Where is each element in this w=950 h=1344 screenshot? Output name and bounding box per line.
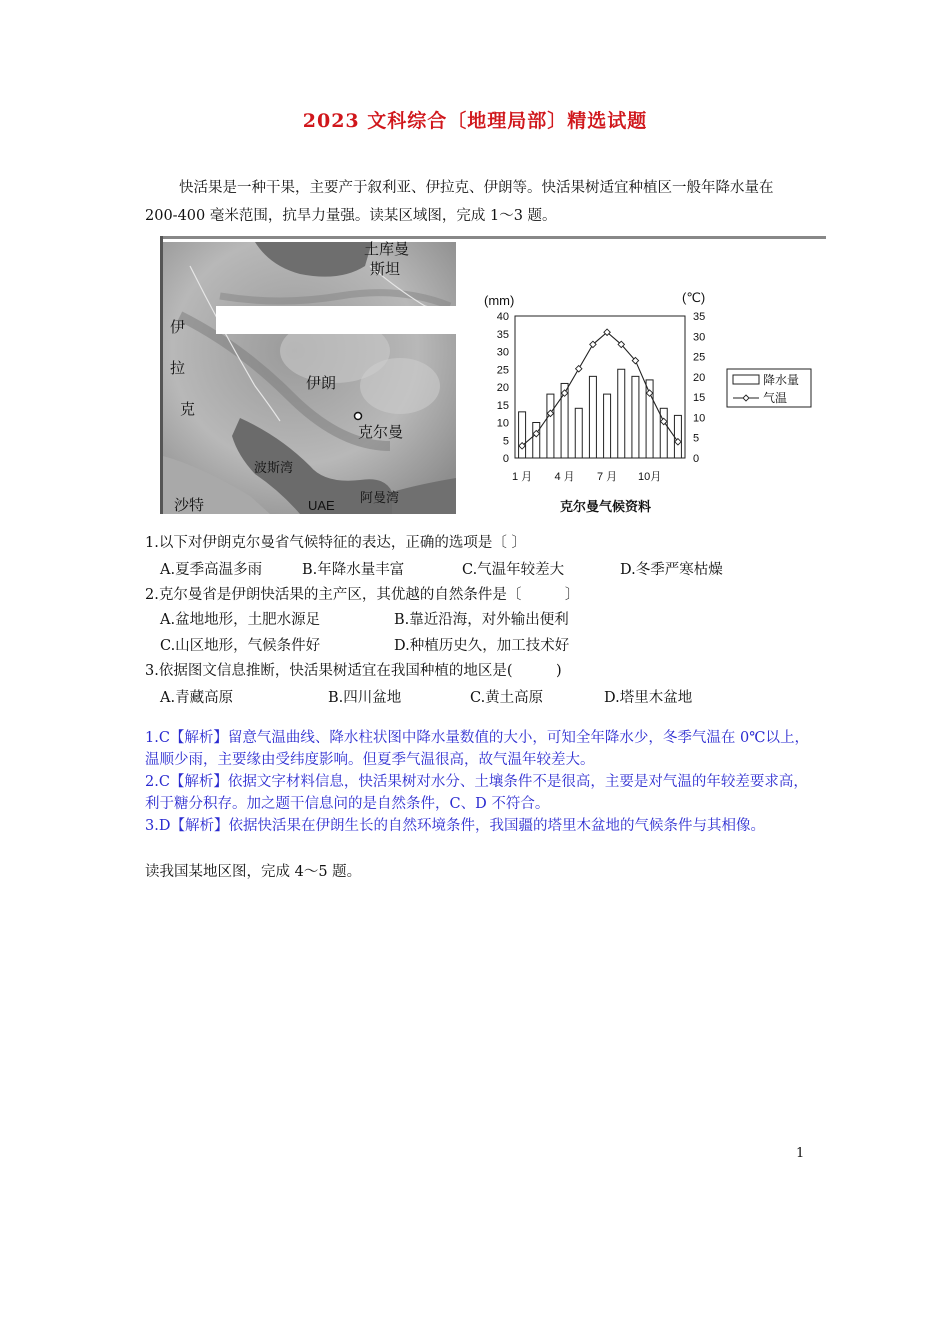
q1-option-b[interactable]: B.年降水量丰富 [302,562,405,578]
x-tick-2: 7 月 [596,471,618,483]
label-persian-gulf: 波斯湾 [254,460,294,475]
y-right-tick-2: 10 [693,412,706,425]
y-left-tick-4: 20 [496,382,509,394]
y-left-tick-2: 10 [496,417,509,430]
map-blank-strip [216,306,464,334]
chart-legend [727,369,811,407]
label-uae: UAE [308,498,335,513]
q3-option-b[interactable]: B.四川盆地 [328,690,402,706]
label-iraq-1: 伊 [170,319,186,336]
answer-2: 2.C【解析】依据文字材料信息，快活果树对水分、土壤条件不是很高，主要是对气温的年较差要求高，利于糖分积存。加之题干信息问的是自然条件，C、D 不符合。 [145,774,808,812]
page-title: 2023 文科综合〔地理局部〕精选试题 [302,110,648,132]
precip-bar-3 [547,394,554,458]
q2-option-c[interactable]: C.山区地形，气候条件好 [160,638,321,654]
precip-bar-6 [589,376,596,458]
y-right-tick-1: 5 [693,432,700,445]
precip-bar-5 [575,408,582,458]
legend-precip-label: 降水量 [763,373,800,387]
y-right-tick-7: 35 [693,311,706,323]
page-number: 1 [796,1146,805,1161]
question-1-stem: 1.以下对伊朗克尔曼省气候特征的表达，正确的选项是〔 〕 [145,535,526,551]
q1-option-c[interactable]: C.气温年较差大 [462,562,565,578]
label-oman-gulf: 阿曼湾 [360,490,400,505]
q2-option-d[interactable]: D.种植历史久，加工技术好 [394,638,570,654]
q1-option-a[interactable]: A.夏季高温多雨 [160,562,263,578]
y-right-tick-4: 20 [693,371,706,384]
x-tick-3: 10月 [637,471,662,483]
precip-bar-1 [519,412,526,458]
kerman-marker [355,413,362,420]
label-turkmenistan-1: 土库曼 [364,241,410,258]
desert-area [360,358,440,414]
q3-option-d[interactable]: D.塔里木盆地 [604,690,693,706]
y-right-tick-0: 0 [693,453,700,465]
label-saudi: 沙特 [174,497,205,514]
y-left-tick-3: 15 [496,399,509,412]
answer-3: 3.D【解析】依据快活果在伊朗生长的自然环境条件，我国疆的塔里木盆地的气候条件与其相像。 [145,818,765,834]
q3-option-c[interactable]: C.黄土高原 [470,690,544,706]
precip-bar-2 [533,423,540,459]
y-left-tick-1: 5 [502,435,509,448]
legend-temp-label: 气温 [763,391,788,405]
figure [160,236,826,514]
q1-option-d[interactable]: D.冬季严寒枯燥 [620,562,723,578]
question-3-stem: 3.依据图文信息推断，快活果树适宜在我国种植的地区是( ) [145,663,562,679]
label-iraq-2: 拉 [170,360,186,377]
y-right-unit: (℃) [682,290,706,305]
x-tick-0: 1 月 [511,471,533,483]
y-left-tick-7: 35 [496,328,509,341]
figure-svg [160,236,826,514]
y-right-tick-6: 30 [693,331,706,344]
intro-paragraph: 快活果是一种干果，主要产于叙利亚、伊拉克、伊朗等。快活果树适宜种植区一般年降水量在 200-400 毫米范围，抗旱力量强。读某区域图，完成 1～3 题。 [145,180,774,224]
y-left-tick-8: 40 [496,311,509,323]
x-tick-1: 4 月 [554,471,575,483]
q2-option-a[interactable]: A.盆地地形，土肥水源足 [160,612,321,628]
region-map [163,241,464,514]
next-section-intro: 读我国某地区图，完成 4～5 题。 [145,864,362,880]
legend-bar-swatch [733,375,759,384]
y-left-tick-5: 25 [496,364,509,377]
y-left-tick-0: 0 [502,453,509,465]
label-iraq-3: 克 [180,401,196,418]
q3-option-a[interactable]: A.青藏高原 [160,690,234,706]
q2-option-b[interactable]: B.靠近沿海，对外输出便利 [394,612,569,628]
y-right-tick-5: 25 [693,351,706,364]
y-left-unit: (mm) [484,293,515,308]
label-kerman: 克尔曼 [358,424,404,441]
precip-bar-7 [604,394,611,458]
y-right-tick-3: 15 [693,392,706,405]
precip-bar-8 [618,369,625,458]
answer-1: 1.C【解析】留意气温曲线、降水柱状图中降水量数值的大小，可知全年降水少，冬季气温在 0℃以上，温顺少雨，主要缘由受纬度影响。但夏季气温很高，故气温年较差大。 [145,730,809,768]
y-left-tick-6: 30 [496,346,509,359]
chart-title: 克尔曼气候资料 [560,499,652,514]
question-2-stem: 2.克尔曼省是伊朗快活果的主产区，其优越的自然条件是〔 〕 [145,587,580,603]
label-iran: 伊朗 [306,375,337,392]
precip-bar-12 [674,415,681,458]
precip-bar-9 [632,376,639,458]
label-turkmenistan-2: 斯坦 [370,261,401,278]
